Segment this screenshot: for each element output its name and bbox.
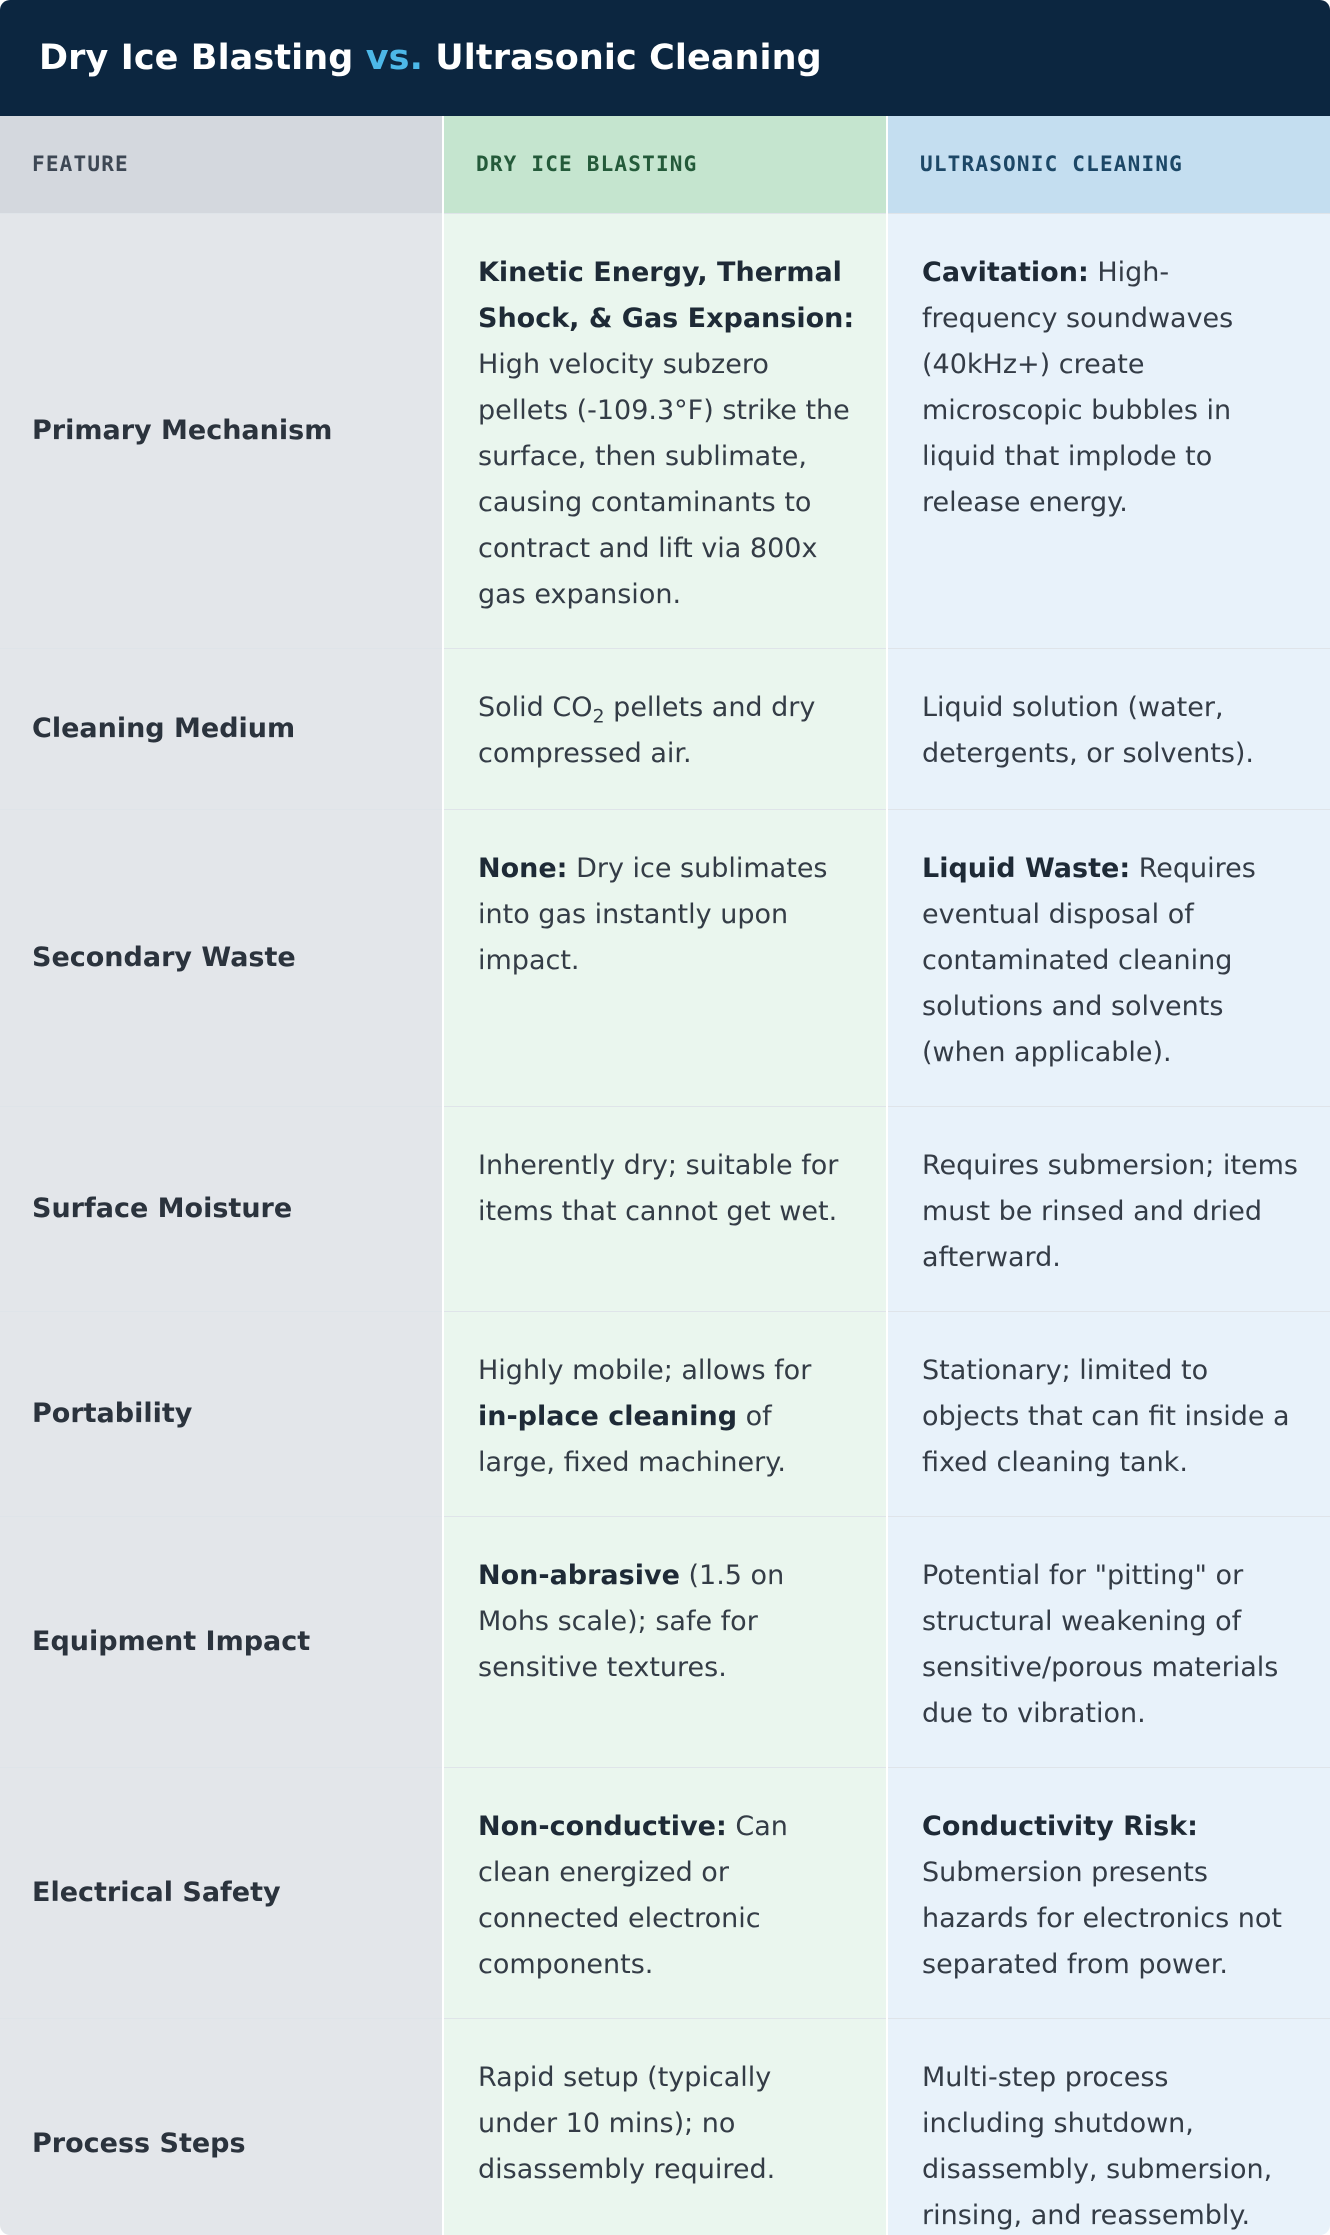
ultrasonic-cell: [887, 1767, 1330, 2018]
ultrasonic-cell: [887, 648, 1330, 809]
cell-text: of large, fixed machinery.: [478, 1400, 786, 1478]
feature-label: Electrical Safety: [0, 1767, 443, 2018]
cell-text: Submersion presents hazards for electronics not separated from power.: [922, 1856, 1283, 1980]
table-row: [0, 1767, 1330, 2018]
cell-text-pre: Highly mobile; allows for: [478, 1354, 812, 1386]
feature-label: Portability: [0, 1311, 443, 1516]
cell-text: Requires eventual disposal of contaminated cleaning solutions and solvents (when applicable).: [922, 852, 1256, 1068]
cell-bold: Liquid Waste:: [922, 852, 1131, 884]
cell-bold: None:: [478, 852, 568, 884]
dry-ice-cell: [443, 213, 887, 648]
feature-label: Cleaning Medium: [0, 648, 443, 809]
table-body: [0, 213, 1330, 2235]
cell-text: High velocity subzero pellets (-109.3°F) strike the surface, then sublimate, causing contaminants to contract and lift via 800x gas expansion.: [478, 348, 850, 610]
title-part-2: Ultrasonic Cleaning: [422, 38, 822, 78]
cell-text: Stationary; limited to objects that can fit inside a fixed cleaning tank.: [922, 1354, 1290, 1478]
cell-bold: Conductivity Risk:: [922, 1810, 1198, 1842]
dry-ice-cell: [443, 1767, 887, 2018]
cell-text: Multi-step process including shutdown, disassembly, submersion, rinsing, and reassembly.: [922, 2061, 1273, 2231]
cell-text: Dry ice sublimates into gas instantly upon impact.: [478, 852, 828, 976]
cell-bold: Cavitation:: [922, 256, 1089, 288]
dry-ice-cell: [443, 2018, 887, 2235]
title-bar: [0, 0, 1330, 116]
dry-ice-cell: [443, 648, 887, 809]
cell-subscript: 2: [592, 704, 605, 727]
cell-text: pellets and dry compressed air.: [478, 691, 816, 769]
table-row: [0, 2018, 1330, 2235]
feature-label: Process Steps: [0, 2018, 443, 2235]
cell-text: Potential for "pitting" or structural weakening of sensitive/porous materials due to vibration.: [922, 1559, 1279, 1729]
table-row: [0, 648, 1330, 809]
feature-label: Surface Moisture: [0, 1106, 443, 1311]
dry-ice-cell: [443, 809, 887, 1106]
table-row: [0, 809, 1330, 1106]
header-dry-ice: DRY ICE BLASTING: [443, 116, 887, 213]
cell-text: Liquid solution (water, detergents, or solvents).: [922, 691, 1255, 769]
table-row: [0, 213, 1330, 648]
cell-text: Inherently dry; suitable for items that cannot get wet.: [478, 1149, 839, 1227]
cell-text: Can clean energized or connected electronic components.: [478, 1810, 788, 1980]
ultrasonic-cell: [887, 809, 1330, 1106]
header-ultrasonic: ULTRASONIC CLEANING: [887, 116, 1330, 213]
table-row: [0, 1516, 1330, 1767]
feature-label: Primary Mechanism: [0, 213, 443, 648]
cell-text: (1.5 on Mohs scale); safe for sensitive textures.: [478, 1559, 785, 1683]
dry-ice-cell: [443, 1106, 887, 1311]
cell-text-pre: Solid CO: [478, 691, 593, 723]
ultrasonic-cell: [887, 1106, 1330, 1311]
ultrasonic-cell: [887, 1516, 1330, 1767]
cell-text: Rapid setup (typically under 10 mins); no disassembly required.: [478, 2061, 776, 2185]
title-part-1: Dry Ice Blasting: [39, 38, 366, 78]
title-vs: vs.: [365, 38, 423, 78]
header-feature: FEATURE: [0, 116, 443, 213]
dry-ice-cell: [443, 1311, 887, 1516]
table-row: [0, 1106, 1330, 1311]
comparison-table: [0, 116, 1330, 2235]
cell-bold: Kinetic Energy, Thermal Shock, & Gas Expansion:: [478, 256, 855, 334]
table-row: [0, 1311, 1330, 1516]
page-title: [39, 38, 822, 78]
cell-bold: Non-conductive:: [478, 1810, 727, 1842]
cell-bold: in-place cleaning: [478, 1400, 738, 1432]
ultrasonic-cell: [887, 1311, 1330, 1516]
feature-label: Equipment Impact: [0, 1516, 443, 1767]
ultrasonic-cell: [887, 2018, 1330, 2235]
cell-bold: Non-abrasive: [478, 1559, 680, 1591]
feature-label: Secondary Waste: [0, 809, 443, 1106]
table-header: [0, 116, 1330, 213]
header-row: [0, 116, 1330, 213]
cell-text: Requires submersion; items must be rinsed and dried afterward.: [922, 1149, 1298, 1273]
cell-text: High-frequency soundwaves (40kHz+) create microscopic bubbles in liquid that implode to release energy.: [922, 256, 1234, 518]
ultrasonic-cell: [887, 213, 1330, 648]
dry-ice-cell: [443, 1516, 887, 1767]
